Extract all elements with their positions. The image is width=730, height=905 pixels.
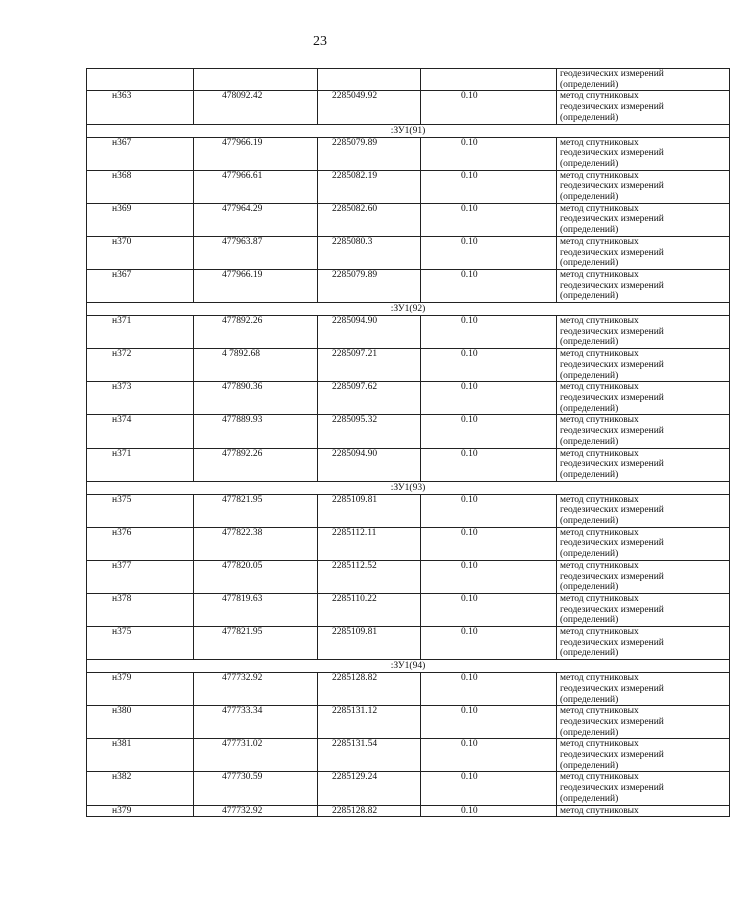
table-row — [87, 170, 730, 203]
method-line: (определений) — [560, 192, 619, 203]
accuracy-cell: 0.10 — [421, 269, 557, 302]
x-cell: 477964.29 — [194, 203, 318, 236]
method-cell — [557, 805, 730, 817]
table-row — [87, 739, 730, 772]
point-cell: н378 — [87, 593, 194, 626]
table-row — [87, 349, 730, 382]
page-number: 23 — [313, 34, 327, 49]
y-cell: 2285131.12 — [318, 706, 421, 739]
method-cell — [557, 269, 730, 302]
section-title: :ЗУ1(92) — [87, 303, 730, 316]
x-cell: 477820.05 — [194, 560, 318, 593]
section-title: :ЗУ1(93) — [87, 481, 730, 494]
coordinates-table-body — [87, 69, 730, 817]
method-line: геодезических измерений — [560, 637, 664, 648]
x-cell: 477731.02 — [194, 739, 318, 772]
method-cell — [557, 593, 730, 626]
point-cell: н375 — [87, 494, 194, 527]
x-cell: 477730.59 — [194, 772, 318, 805]
x-cell: 477821.95 — [194, 494, 318, 527]
x-cell: 477892.26 — [194, 316, 318, 349]
method-cell — [557, 560, 730, 593]
point-cell: н369 — [87, 203, 194, 236]
y-cell: 2285128.82 — [318, 805, 421, 817]
accuracy-cell: 0.10 — [421, 706, 557, 739]
method-line: (определений) — [560, 370, 619, 381]
method-line: метод спутниковых — [560, 316, 639, 327]
y-cell: 2285112.11 — [318, 527, 421, 560]
method-line: геодезических измерений — [560, 459, 664, 470]
x-cell: 477822.38 — [194, 527, 318, 560]
table-row — [87, 494, 730, 527]
section-header-row — [87, 303, 730, 316]
method-line: геодезических измерений — [560, 69, 664, 79]
method-line: (определений) — [560, 648, 619, 659]
method-line: (определений) — [560, 225, 619, 236]
y-cell: 2285131.54 — [318, 739, 421, 772]
section-title: :ЗУ1(94) — [87, 660, 730, 673]
coordinates-table — [86, 68, 730, 817]
method-line: (определений) — [560, 727, 619, 738]
method-cell — [557, 349, 730, 382]
method-line: геодезических измерений — [560, 571, 664, 582]
accuracy-cell: 0.10 — [421, 170, 557, 203]
x-cell: 477892.26 — [194, 448, 318, 481]
accuracy-cell: 0.10 — [421, 236, 557, 269]
method-line: метод спутниковых — [560, 560, 639, 571]
accuracy-cell: 0.10 — [421, 673, 557, 706]
point-cell: н373 — [87, 382, 194, 415]
x-cell: 477966.19 — [194, 269, 318, 302]
method-cell — [557, 203, 730, 236]
x-cell: 477966.61 — [194, 170, 318, 203]
point-cell: н376 — [87, 527, 194, 560]
method-line: геодезических измерений — [560, 604, 664, 615]
method-cell — [557, 739, 730, 772]
accuracy-cell — [421, 69, 557, 91]
y-cell: 2285094.90 — [318, 448, 421, 481]
table-row — [87, 382, 730, 415]
method-line: метод спутниковых — [560, 772, 639, 783]
table-row — [87, 706, 730, 739]
method-cell — [557, 137, 730, 170]
section-header-row — [87, 481, 730, 494]
method-cell — [557, 448, 730, 481]
method-line: метод спутниковых — [560, 627, 639, 638]
accuracy-cell: 0.10 — [421, 448, 557, 481]
point-cell: н379 — [87, 805, 194, 817]
accuracy-cell: 0.10 — [421, 415, 557, 448]
point-cell: н377 — [87, 560, 194, 593]
method-cell — [557, 627, 730, 660]
table-row — [87, 772, 730, 805]
y-cell: 2285095.32 — [318, 415, 421, 448]
x-cell — [194, 69, 318, 91]
x-cell: 478092.42 — [194, 91, 318, 124]
section-header-row — [87, 660, 730, 673]
method-line: геодезических измерений — [560, 102, 664, 113]
point-cell — [87, 69, 194, 91]
method-line: метод спутниковых — [560, 91, 639, 102]
accuracy-cell: 0.10 — [421, 627, 557, 660]
accuracy-cell: 0.10 — [421, 494, 557, 527]
method-line: метод спутниковых — [560, 236, 639, 247]
method-line: (определений) — [560, 158, 619, 169]
accuracy-cell: 0.10 — [421, 137, 557, 170]
point-cell: н372 — [87, 349, 194, 382]
point-cell: н370 — [87, 236, 194, 269]
y-cell: 2285109.81 — [318, 494, 421, 527]
table-row — [87, 560, 730, 593]
continuation-row — [87, 69, 730, 91]
method-line: метод спутниковых — [560, 527, 639, 538]
y-cell: 2285129.24 — [318, 772, 421, 805]
point-cell: н381 — [87, 739, 194, 772]
method-line: (определений) — [560, 694, 619, 705]
x-cell: 477890.36 — [194, 382, 318, 415]
accuracy-cell: 0.10 — [421, 316, 557, 349]
method-cell — [557, 415, 730, 448]
point-cell: н382 — [87, 772, 194, 805]
accuracy-cell: 0.10 — [421, 593, 557, 626]
method-line: (определений) — [560, 793, 619, 804]
method-line: (определений) — [560, 760, 619, 771]
point-cell: н371 — [87, 316, 194, 349]
table-row — [87, 448, 730, 481]
method-line: (определений) — [560, 516, 619, 527]
method-line: метод спутниковых — [560, 805, 639, 816]
accuracy-cell: 0.10 — [421, 560, 557, 593]
accuracy-cell: 0.10 — [421, 91, 557, 124]
method-line: (определений) — [560, 436, 619, 447]
method-cell — [557, 772, 730, 805]
method-line: геодезических измерений — [560, 716, 664, 727]
method-line: (определений) — [560, 615, 619, 626]
method-line: геодезических измерений — [560, 214, 664, 225]
y-cell: 2285079.89 — [318, 269, 421, 302]
point-cell: н371 — [87, 448, 194, 481]
method-line: геодезических измерений — [560, 538, 664, 549]
method-cell — [557, 673, 730, 706]
method-line: геодезических измерений — [560, 750, 664, 761]
y-cell: 2285128.82 — [318, 673, 421, 706]
method-line: (определений) — [560, 79, 619, 90]
method-line: геодезических измерений — [560, 392, 664, 403]
method-line: геодезических измерений — [560, 247, 664, 258]
x-cell: 477963.87 — [194, 236, 318, 269]
accuracy-cell: 0.10 — [421, 527, 557, 560]
method-cell — [557, 236, 730, 269]
method-line: метод спутниковых — [560, 382, 639, 393]
accuracy-cell: 0.10 — [421, 382, 557, 415]
point-cell: н367 — [87, 269, 194, 302]
table-row — [87, 203, 730, 236]
method-line: метод спутниковых — [560, 448, 639, 459]
y-cell: 2285082.19 — [318, 170, 421, 203]
method-cell — [557, 706, 730, 739]
x-cell: 477966.19 — [194, 137, 318, 170]
table-row — [87, 627, 730, 660]
accuracy-cell: 0.10 — [421, 349, 557, 382]
method-line: (определений) — [560, 582, 619, 593]
point-cell: н375 — [87, 627, 194, 660]
method-line: геодезических измерений — [560, 181, 664, 192]
method-line: (определений) — [560, 403, 619, 414]
method-line: (определений) — [560, 469, 619, 480]
method-line: метод спутниковых — [560, 494, 639, 505]
method-cell — [557, 382, 730, 415]
x-cell: 4 7892.68 — [194, 349, 318, 382]
method-line: метод спутниковых — [560, 415, 639, 426]
accuracy-cell: 0.10 — [421, 739, 557, 772]
point-cell: н363 — [87, 91, 194, 124]
method-line: метод спутниковых — [560, 739, 639, 750]
method-cell — [557, 91, 730, 124]
x-cell: 477732.92 — [194, 673, 318, 706]
table-row — [87, 593, 730, 626]
method-cell — [557, 170, 730, 203]
accuracy-cell: 0.10 — [421, 805, 557, 817]
table-row — [87, 236, 730, 269]
y-cell: 2285079.89 — [318, 137, 421, 170]
y-cell: 2285097.62 — [318, 382, 421, 415]
method-line: метод спутниковых — [560, 349, 639, 360]
y-cell: 2285049.92 — [318, 91, 421, 124]
point-cell: н380 — [87, 706, 194, 739]
point-cell: н374 — [87, 415, 194, 448]
method-cell — [557, 69, 730, 91]
method-line: геодезических измерений — [560, 326, 664, 337]
method-line: (определений) — [560, 258, 619, 269]
point-cell: н379 — [87, 673, 194, 706]
y-cell: 2285082.60 — [318, 203, 421, 236]
method-cell — [557, 494, 730, 527]
method-line: метод спутниковых — [560, 170, 639, 181]
method-line: метод спутниковых — [560, 593, 639, 604]
x-cell: 477889.93 — [194, 415, 318, 448]
x-cell: 477732.92 — [194, 805, 318, 817]
method-line: (определений) — [560, 291, 619, 302]
y-cell: 2285112.52 — [318, 560, 421, 593]
x-cell: 477733.34 — [194, 706, 318, 739]
method-line: геодезических измерений — [560, 148, 664, 159]
method-cell — [557, 527, 730, 560]
method-line: геодезических измерений — [560, 683, 664, 694]
y-cell: 2285097.21 — [318, 349, 421, 382]
method-line: (определений) — [560, 337, 619, 348]
method-line: метод спутниковых — [560, 706, 639, 717]
table-row — [87, 527, 730, 560]
method-line: геодезических измерений — [560, 280, 664, 291]
x-cell: 477819.63 — [194, 593, 318, 626]
y-cell: 2285110.22 — [318, 593, 421, 626]
point-cell: н368 — [87, 170, 194, 203]
method-cell — [557, 316, 730, 349]
method-line: геодезических измерений — [560, 359, 664, 370]
table-row — [87, 415, 730, 448]
method-line: метод спутниковых — [560, 137, 639, 148]
x-cell: 477821.95 — [194, 627, 318, 660]
table-row — [87, 805, 730, 817]
method-line: метод спутниковых — [560, 269, 639, 280]
method-line: (определений) — [560, 112, 619, 123]
y-cell: 2285094.90 — [318, 316, 421, 349]
section-header-row — [87, 124, 730, 137]
method-line: метод спутниковых — [560, 203, 639, 214]
y-cell: 2285080.3 — [318, 236, 421, 269]
method-line: геодезических измерений — [560, 426, 664, 437]
section-title: :ЗУ1(91) — [87, 124, 730, 137]
method-line: (определений) — [560, 549, 619, 560]
table-row — [87, 316, 730, 349]
method-line: метод спутниковых — [560, 673, 639, 684]
table-row — [87, 137, 730, 170]
method-line: геодезических измерений — [560, 505, 664, 516]
y-cell — [318, 69, 421, 91]
table-row — [87, 269, 730, 302]
accuracy-cell: 0.10 — [421, 772, 557, 805]
y-cell: 2285109.81 — [318, 627, 421, 660]
point-cell: н367 — [87, 137, 194, 170]
method-line: геодезических измерений — [560, 783, 664, 794]
table-row — [87, 91, 730, 124]
table-row — [87, 673, 730, 706]
accuracy-cell: 0.10 — [421, 203, 557, 236]
